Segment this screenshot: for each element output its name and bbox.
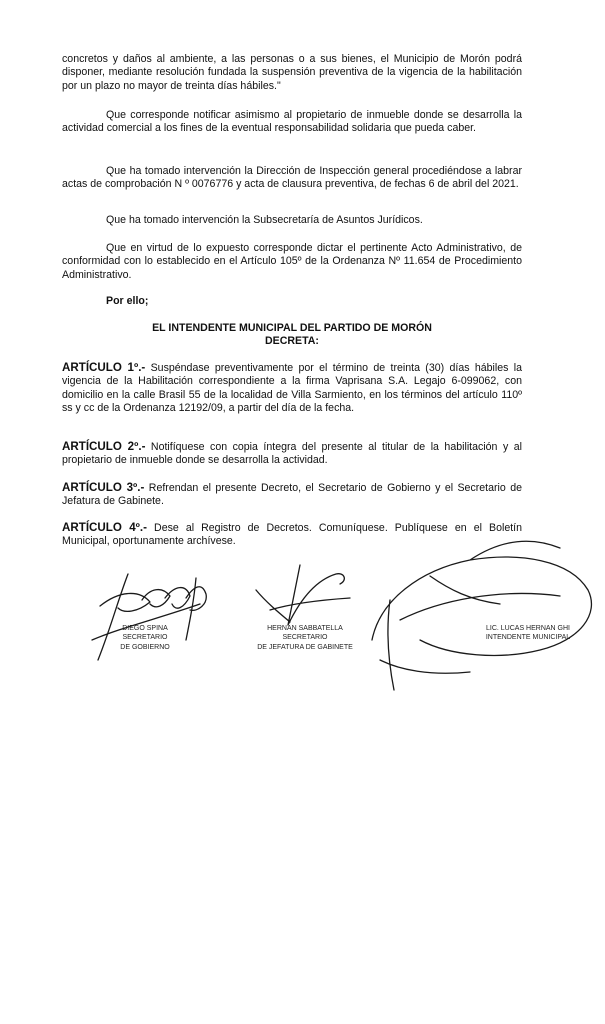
paragraph-administrative-act: Que en virtud de lo expuesto corresponde dictar el pertinente Acto Administrativo, de conformidad con lo establecido en el Artículo 105º de la Ordenanza Nº 11.654 de Procedimiento Administrativo.	[62, 242, 522, 281]
signature-1-role: SECRETARIO	[122, 634, 168, 642]
signature-1-block	[100, 624, 190, 652]
signature-3-block	[478, 624, 578, 643]
signature-2-name: HERNAN SABBATELLA	[267, 625, 343, 632]
paragraph-continuation: concretos y daños al ambiente, a las personas o a sus bienes, el Municipio de Morón podrá disponer, mediante resolución fundada la suspensión preventiva de la vigencia de la habilitación por un plazo no mayor de treinta días hábiles."	[62, 53, 522, 92]
article-1-text: Suspéndase preventivamente por el término de treinta (30) días hábiles la vigencia de la Habilitación correspondiente a la firma Vaprisana S.A. Legajo 6-099062, con domicilio en la calle Brasil 55 de la localidad de Villa Sarmiento, en los términos del artículo 110º ss y cc de la Ordenanza 12192/09, a partir del día de la fecha.	[62, 362, 522, 415]
decree-heading-line2: DECRETA:	[265, 335, 319, 347]
signature-3-role: INTENDENTE MUNICIPAL	[485, 634, 571, 642]
signature-2-block	[240, 624, 370, 652]
article-4-label: ARTÍCULO 4º.-	[62, 521, 147, 534]
signature-1-role2: DE GOBIERNO	[120, 643, 170, 651]
signature-3-name: LIC. LUCAS HERNAN GHI	[485, 625, 571, 632]
article-2-label: ARTÍCULO 2º.-	[62, 440, 146, 453]
signature-1-name: DIEGO SPINA	[122, 625, 168, 632]
paragraph-notify-owner: Que corresponde notificar asimismo al propietario de inmueble donde se desarrolla la actividad comercial a los fines de la eventual responsabilidad solidaria que pueda caber.	[62, 109, 522, 135]
article-4-text: Dese al Registro de Decretos. Comuníquese. Publíquese en el Boletín Municipal, oportunamente archívese.	[62, 522, 522, 548]
article-1-label: ARTÍCULO 1º.-	[62, 361, 146, 374]
article-2-text: Notifíquese con copia íntegra del presente al titular de la habilitación y al propietario de inmueble donde se desarrolla la actividad.	[62, 441, 522, 467]
signature-2-role: SECRETARIO	[282, 634, 328, 642]
signature-2-role2: DE JEFATURA DE GABINETE	[257, 643, 353, 651]
paragraph-inspection: Que ha tomado intervención la Dirección de Inspección general procediéndose a labrar actas de comprobación N º 0076776 y acta de clausura preventiva, de fechas 6 de abril del 2021.	[62, 165, 522, 191]
paragraph-legal-affairs: Que ha tomado intervención la Subsecretaría de Asuntos Jurídicos.	[106, 214, 423, 226]
signature-2-stroke	[256, 565, 350, 625]
decree-heading-line1: EL INTENDENTE MUNICIPAL DEL PARTIDO DE MORÓN	[152, 322, 432, 334]
article-3-label: ARTÍCULO 3º.-	[62, 481, 145, 494]
signature-3-stroke	[372, 541, 591, 690]
article-3-text: Refrendan el presente Decreto, el Secretario de Gobierno y el Secretario de Jefatura de Gabinete.	[62, 482, 522, 508]
por-ello: Por ello;	[106, 295, 149, 307]
